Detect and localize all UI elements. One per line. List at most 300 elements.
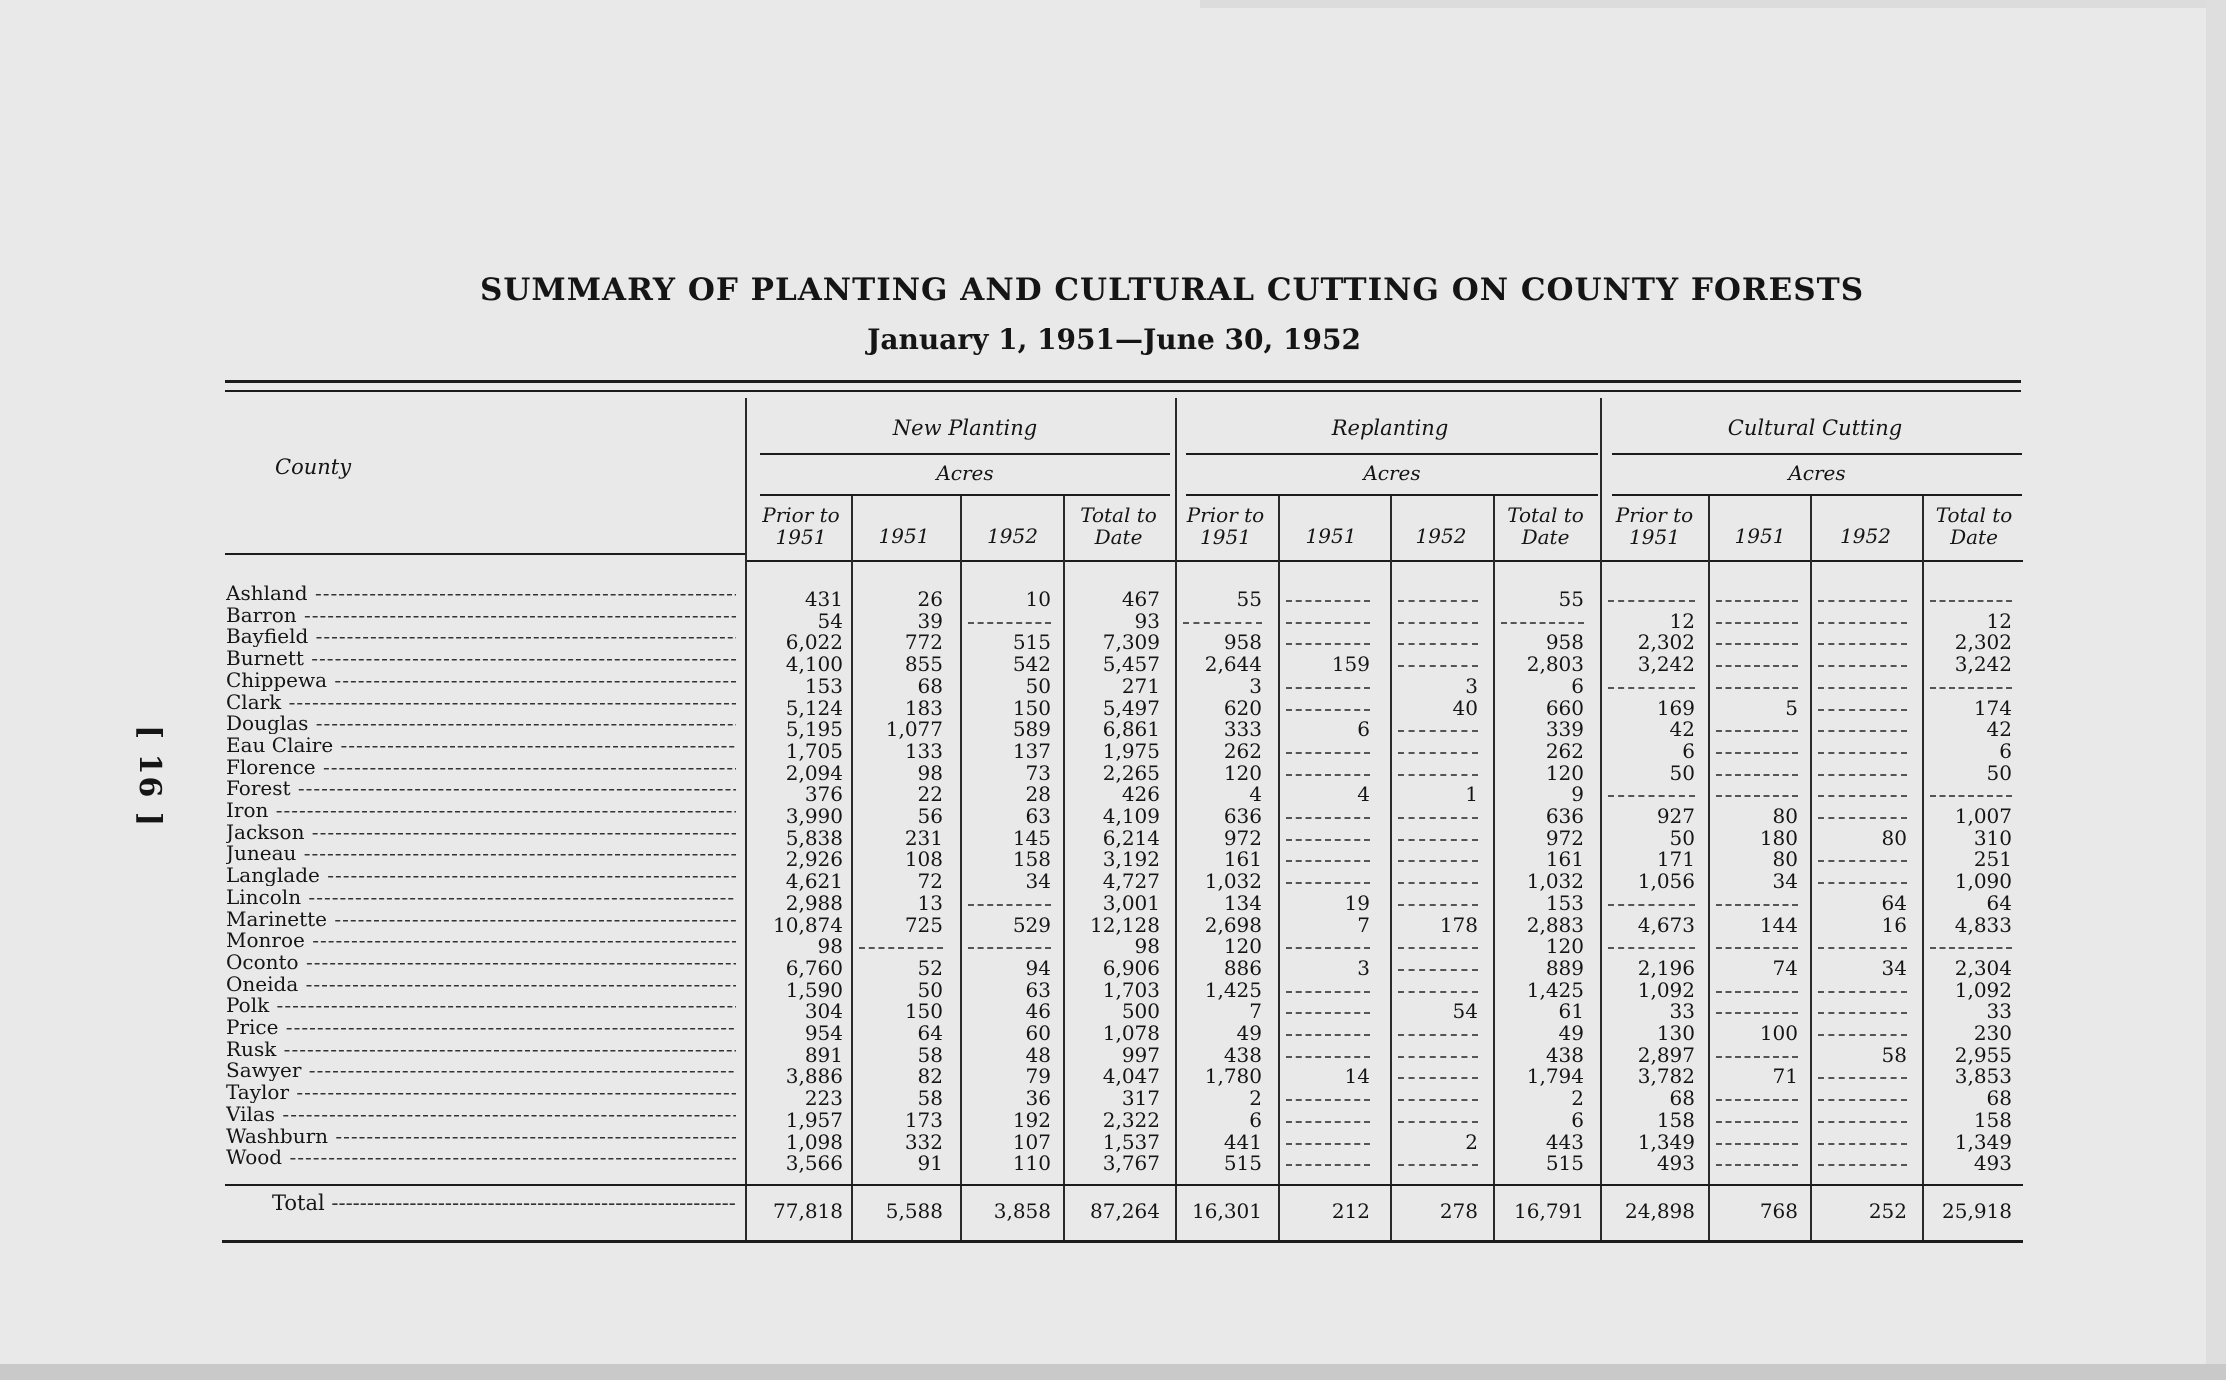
cell-cc-prior: 2,302 <box>1637 630 1695 655</box>
blank-cell-cc-1951 <box>1716 740 1798 754</box>
total-cc-prior: 24,898 <box>1625 1199 1695 1223</box>
cell-rp-1951: 19 <box>1344 890 1370 915</box>
cell-cc-total: 3,853 <box>1954 1064 2012 1089</box>
cell-np-prior: 4,100 <box>785 652 843 677</box>
cell-np-prior: 1,098 <box>785 1129 843 1154</box>
blank-cell-rp-1952 <box>1398 740 1478 754</box>
cell-np-1951: 91 <box>917 1151 943 1176</box>
cell-np-1951: 50 <box>917 977 943 1002</box>
cell-np-1951: 133 <box>904 738 943 763</box>
blank-cell-cc-prior <box>1608 783 1695 797</box>
cell-np-total: 7,309 <box>1102 630 1160 655</box>
cell-rp-1952: 178 <box>1439 912 1478 937</box>
cell-np-1952: 28 <box>1025 782 1051 807</box>
document-subtitle: January 1, 1951—June 30, 1952 <box>867 323 1361 356</box>
cell-rp-prior: 120 <box>1223 760 1262 785</box>
cell-cc-total: 1,007 <box>1954 804 2012 828</box>
cell-np-1952: 48 <box>1025 1042 1051 1067</box>
county-name: Oneida ----- <box>226 973 736 995</box>
blank-cell-cc-1952 <box>1818 675 1907 689</box>
table-top-rule-2 <box>225 390 2021 392</box>
blank-cell-cc-1951 <box>1716 588 1798 602</box>
blank-cell-cc-total <box>1930 675 2012 689</box>
unit-label-replanting: Acres <box>1363 461 1421 485</box>
cell-cc-1951: 74 <box>1772 955 1798 980</box>
divider-cc-total <box>1922 496 1924 1240</box>
cell-np-1951: 58 <box>917 1042 943 1067</box>
cell-rp-1951: 4 <box>1357 782 1370 807</box>
table-top-rule <box>225 380 2021 383</box>
cell-np-total: 2,265 <box>1102 760 1160 785</box>
cell-np-1952: 34 <box>1025 869 1051 894</box>
county-name: Washburn ----- <box>226 1125 736 1147</box>
cell-rp-prior: 3 <box>1249 673 1262 698</box>
total-label: Total ----- <box>272 1192 736 1214</box>
cell-cc-total: 2,955 <box>1954 1042 2012 1067</box>
divider-np-1952 <box>960 496 962 1240</box>
cell-cc-1951: 100 <box>1759 1021 1798 1045</box>
cell-cc-prior: 130 <box>1656 1021 1695 1045</box>
cell-np-total: 426 <box>1121 782 1160 807</box>
cell-np-prior: 6,760 <box>785 955 843 980</box>
blank-cell-rp-1952 <box>1398 848 1478 862</box>
county-name: Jackson ----- <box>226 821 736 843</box>
cell-rp-1951: 14 <box>1344 1064 1370 1089</box>
divider-replanting <box>1175 398 1177 1240</box>
cell-cc-1951: 80 <box>1772 804 1798 828</box>
cell-cc-prior: 169 <box>1656 695 1695 720</box>
cell-rp-prior: 972 <box>1223 825 1262 850</box>
county-name: Burnett ----- <box>226 647 736 669</box>
blank-cell-rp-1952 <box>1398 588 1478 602</box>
cell-cc-prior: 493 <box>1656 1151 1695 1176</box>
blank-cell-rp-1952 <box>1398 979 1478 993</box>
cell-rp-total: 889 <box>1545 955 1584 980</box>
cell-rp-total: 339 <box>1545 717 1584 742</box>
blank-cell-cc-prior <box>1608 892 1695 906</box>
group-rule-2 <box>1186 453 1598 455</box>
cell-np-total: 1,537 <box>1102 1129 1160 1154</box>
cell-np-1952: 589 <box>1012 717 1051 742</box>
cell-rp-prior: 1,425 <box>1204 977 1262 1002</box>
cell-cc-total: 251 <box>1973 847 2012 872</box>
cell-rp-1952: 3 <box>1465 673 1478 698</box>
cell-cc-prior: 3,242 <box>1637 652 1695 677</box>
cell-np-prior: 223 <box>804 1086 843 1111</box>
blank-cell-rp-1951 <box>1286 1022 1370 1036</box>
col-header-cc-1952: 1952 <box>1840 524 1891 548</box>
cell-rp-total: 660 <box>1545 695 1584 720</box>
cell-rp-prior: 1,032 <box>1204 869 1262 894</box>
group-header-cultural-cutting: Cultural Cutting <box>1727 416 1903 440</box>
cell-np-total: 6,906 <box>1102 955 1160 980</box>
blank-cell-rp-1952 <box>1398 957 1478 971</box>
cell-np-total: 4,727 <box>1102 869 1160 894</box>
county-name: Iron ----- <box>226 799 736 821</box>
cell-rp-total: 161 <box>1545 847 1584 872</box>
cell-rp-prior: 7 <box>1249 999 1262 1024</box>
blank-cell-cc-1952 <box>1818 935 1907 949</box>
cell-np-1951: 58 <box>917 1086 943 1111</box>
cell-cc-prior: 50 <box>1669 760 1695 785</box>
cell-np-1951: 56 <box>917 804 943 828</box>
cell-np-prior: 1,590 <box>785 977 843 1002</box>
cell-np-1952: 107 <box>1012 1129 1051 1154</box>
blank-cell-np-1952 <box>968 935 1051 949</box>
cell-cc-total: 68 <box>1986 1086 2012 1111</box>
cell-np-1952: 542 <box>1012 652 1051 677</box>
blank-cell-rp-total <box>1501 610 1584 624</box>
subheader-bottom-rule <box>745 560 2023 562</box>
cell-np-1951: 855 <box>904 652 943 677</box>
cell-np-1952: 158 <box>1012 847 1051 872</box>
cell-rp-1951: 159 <box>1331 652 1370 677</box>
county-name: Lincoln ----- <box>226 886 736 908</box>
cell-rp-1952: 40 <box>1452 695 1478 720</box>
blank-cell-cc-1951 <box>1716 610 1798 624</box>
cell-rp-total: 262 <box>1545 738 1584 763</box>
cell-rp-prior: 515 <box>1223 1151 1262 1176</box>
page-number: [ 16 ] <box>132 725 167 829</box>
county-name: Taylor ----- <box>226 1081 736 1103</box>
cell-cc-total: 174 <box>1973 695 2012 720</box>
blank-cell-rp-1951 <box>1286 762 1370 776</box>
cell-rp-prior: 161 <box>1223 847 1262 872</box>
cell-rp-prior: 2 <box>1249 1086 1262 1111</box>
cell-cc-total: 6 <box>1999 738 2012 763</box>
cell-cc-1952: 58 <box>1881 1042 1907 1067</box>
cell-cc-total: 310 <box>1973 825 2012 850</box>
table-bottom-rule <box>222 1240 2023 1243</box>
cell-np-1951: 52 <box>917 955 943 980</box>
col-header-rp-1951: 1951 <box>1305 524 1357 548</box>
cell-np-total: 1,703 <box>1102 977 1160 1002</box>
cell-np-prior: 3,566 <box>785 1151 843 1176</box>
document-title: SUMMARY OF PLANTING AND CULTURAL CUTTING ON COUNTY FORESTS <box>480 272 1865 308</box>
cell-rp-1951: 3 <box>1357 955 1370 980</box>
blank-cell-rp-1951 <box>1286 979 1370 993</box>
blank-cell-rp-1952 <box>1398 653 1478 667</box>
cell-rp-prior: 2,698 <box>1204 912 1262 937</box>
blank-cell-cc-1952 <box>1818 1131 1907 1145</box>
col-header-np-1952: 1952 <box>987 524 1038 548</box>
cell-np-1952: 145 <box>1012 825 1051 850</box>
cell-cc-total: 158 <box>1973 1107 2012 1132</box>
cell-rp-prior: 620 <box>1223 695 1262 720</box>
cell-cc-1952: 16 <box>1881 912 1907 937</box>
county-name: Monroe ----- <box>226 929 736 951</box>
blank-cell-cc-1952 <box>1818 631 1907 645</box>
unit-rule-1 <box>760 494 1170 496</box>
cell-cc-total: 1,349 <box>1954 1129 2012 1154</box>
cell-np-prior: 6,022 <box>785 630 843 655</box>
col-header-cc-total: Total to Date <box>1935 503 2013 549</box>
cell-cc-total: 230 <box>1973 1021 2012 1045</box>
blank-cell-rp-1951 <box>1286 1131 1370 1145</box>
blank-cell-cc-1952 <box>1818 805 1907 819</box>
divider-rp-1952 <box>1390 496 1392 1240</box>
county-header-rule <box>225 553 745 555</box>
blank-cell-rp-1951 <box>1286 870 1370 884</box>
blank-cell-cc-1952 <box>1818 740 1907 754</box>
cell-rp-prior: 636 <box>1223 804 1262 828</box>
blank-cell-cc-1952 <box>1818 848 1907 862</box>
blank-cell-cc-1951 <box>1716 631 1798 645</box>
col-header-cc-1951: 1951 <box>1734 524 1786 548</box>
blank-cell-rp-1951 <box>1286 588 1370 602</box>
cell-np-1951: 22 <box>917 782 943 807</box>
cell-np-total: 500 <box>1121 999 1160 1024</box>
cell-np-1951: 183 <box>904 695 943 720</box>
blank-cell-cc-1951 <box>1716 1152 1798 1166</box>
cell-np-prior: 153 <box>804 673 843 698</box>
cell-np-prior: 954 <box>804 1021 843 1045</box>
col-header-rp-prior: Prior to 1951 <box>1186 503 1265 549</box>
total-rp-1951: 212 <box>1331 1199 1370 1223</box>
cell-np-1951: 108 <box>904 847 943 872</box>
county-name: Oconto ----- <box>226 951 736 973</box>
cell-cc-prior: 2,196 <box>1637 955 1695 980</box>
blank-cell-cc-1952 <box>1818 979 1907 993</box>
col-header-np-1951: 1951 <box>878 524 930 548</box>
cell-np-prior: 304 <box>804 999 843 1024</box>
county-name: Douglas ----- <box>226 712 736 734</box>
cell-rp-total: 2 <box>1571 1086 1584 1111</box>
blank-cell-rp-1951 <box>1286 1000 1370 1014</box>
cell-cc-1951: 144 <box>1759 912 1798 937</box>
cell-rp-prior: 4 <box>1249 782 1262 807</box>
blank-cell-rp-1951 <box>1286 935 1370 949</box>
blank-cell-rp-1952 <box>1398 762 1478 776</box>
cell-rp-total: 9 <box>1571 782 1584 807</box>
blank-cell-rp-1951 <box>1286 1087 1370 1101</box>
group-rule-3 <box>1612 453 2022 455</box>
blank-cell-cc-1952 <box>1818 1109 1907 1123</box>
col-header-rp-total: Total to Date <box>1507 503 1584 549</box>
blank-cell-rp-1952 <box>1398 1022 1478 1036</box>
cell-cc-1952: 64 <box>1881 890 1907 915</box>
total-np-prior: 77,818 <box>773 1199 843 1223</box>
cell-cc-prior: 6 <box>1682 738 1695 763</box>
unit-rule-2 <box>1186 494 1598 496</box>
cell-np-prior: 2,094 <box>785 760 843 785</box>
county-name: Barron ----- <box>226 604 736 626</box>
blank-cell-cc-1951 <box>1716 762 1798 776</box>
cell-cc-1951: 34 <box>1772 869 1798 894</box>
blank-cell-rp-1951 <box>1286 827 1370 841</box>
cell-np-1952: 79 <box>1025 1064 1051 1089</box>
col-header-cc-prior: Prior to 1951 <box>1615 503 1694 549</box>
blank-cell-rp-1952 <box>1398 718 1478 732</box>
cell-rp-1952: 2 <box>1465 1129 1478 1154</box>
blank-cell-cc-1951 <box>1716 892 1798 906</box>
county-name: Wood ----- <box>226 1146 736 1168</box>
cell-cc-total: 2,302 <box>1954 630 2012 655</box>
blank-cell-np-1951 <box>859 935 943 949</box>
cell-np-prior: 376 <box>804 782 843 807</box>
blank-cell-rp-1952 <box>1398 892 1478 906</box>
blank-cell-cc-1952 <box>1818 1065 1907 1079</box>
blank-cell-cc-1951 <box>1716 783 1798 797</box>
cell-rp-1951: 6 <box>1357 717 1370 742</box>
blank-cell-cc-1951 <box>1716 653 1798 667</box>
divider-county <box>745 398 747 1240</box>
total-np-1952: 3,858 <box>993 1199 1051 1223</box>
blank-cell-rp-1951 <box>1286 675 1370 689</box>
cell-np-1952: 63 <box>1025 977 1051 1002</box>
cell-np-1951: 26 <box>917 587 943 611</box>
cell-np-1952: 36 <box>1025 1086 1051 1111</box>
blank-cell-cc-1952 <box>1818 762 1907 776</box>
cell-cc-total: 3,242 <box>1954 652 2012 677</box>
blank-cell-rp-1951 <box>1286 740 1370 754</box>
blank-cell-cc-total <box>1930 783 2012 797</box>
cell-rp-total: 1,032 <box>1526 869 1584 894</box>
total-cc-total: 25,918 <box>1942 1199 2012 1223</box>
cell-np-1951: 98 <box>917 760 943 785</box>
cell-cc-prior: 68 <box>1669 1086 1695 1111</box>
blank-cell-rp-1952 <box>1398 827 1478 841</box>
cell-np-1951: 39 <box>917 608 943 633</box>
cell-np-1951: 725 <box>904 912 943 937</box>
cell-np-1951: 72 <box>917 869 943 894</box>
cell-cc-total: 12 <box>1986 608 2012 633</box>
divider-cc-1951 <box>1708 496 1710 1240</box>
blank-cell-cc-1951 <box>1716 1044 1798 1058</box>
cell-cc-total: 50 <box>1986 760 2012 785</box>
blank-cell-rp-1951 <box>1286 631 1370 645</box>
cell-rp-total: 120 <box>1545 760 1584 785</box>
blank-cell-np-1952 <box>968 610 1051 624</box>
cell-np-total: 4,109 <box>1102 804 1160 828</box>
cell-np-1952: 192 <box>1012 1107 1051 1132</box>
cell-rp-prior: 333 <box>1223 717 1262 742</box>
cell-np-prior: 98 <box>817 934 843 959</box>
blank-cell-cc-total <box>1930 588 2012 602</box>
divider-rp-total <box>1493 496 1495 1240</box>
cell-rp-total: 972 <box>1545 825 1584 850</box>
cell-rp-prior: 134 <box>1223 890 1262 915</box>
scan-edge-right <box>2206 0 2226 1364</box>
blank-cell-cc-total <box>1930 935 2012 949</box>
county-name: Clark ----- <box>226 691 736 713</box>
cell-rp-total: 438 <box>1545 1042 1584 1067</box>
cell-np-1952: 73 <box>1025 760 1051 785</box>
cell-rp-total: 153 <box>1545 890 1584 915</box>
county-name: Marinette ----- <box>226 908 736 930</box>
cell-cc-prior: 33 <box>1669 999 1695 1024</box>
blank-cell-rp-1952 <box>1398 631 1478 645</box>
cell-np-1951: 68 <box>917 673 943 698</box>
cell-rp-prior: 1,780 <box>1204 1064 1262 1089</box>
cell-np-1951: 82 <box>917 1064 943 1089</box>
cell-np-1952: 137 <box>1012 738 1051 763</box>
cell-np-1951: 173 <box>904 1107 943 1132</box>
cell-rp-total: 49 <box>1558 1021 1584 1045</box>
cell-rp-prior: 262 <box>1223 738 1262 763</box>
cell-np-1952: 63 <box>1025 804 1051 828</box>
scan-edge-bottom <box>0 1364 2226 1380</box>
blank-cell-cc-1952 <box>1818 653 1907 667</box>
total-np-total: 87,264 <box>1090 1199 1160 1223</box>
blank-cell-rp-1952 <box>1398 1065 1478 1079</box>
county-column-header: County <box>275 455 352 479</box>
cell-cc-1952: 34 <box>1881 955 1907 980</box>
cell-np-1951: 13 <box>917 890 943 915</box>
cell-np-total: 1,078 <box>1102 1021 1160 1045</box>
group-header-new-planting: New Planting <box>892 416 1038 440</box>
cell-np-total: 4,047 <box>1102 1064 1160 1089</box>
cell-np-total: 12,128 <box>1090 912 1160 937</box>
cell-np-total: 6,861 <box>1102 717 1160 742</box>
divider-rp-1951 <box>1278 496 1280 1240</box>
cell-cc-total: 33 <box>1986 999 2012 1024</box>
unit-rule-3 <box>1612 494 2022 496</box>
cell-rp-total: 55 <box>1558 587 1584 611</box>
cell-cc-1951: 71 <box>1772 1064 1798 1089</box>
blank-cell-rp-1951 <box>1286 610 1370 624</box>
total-rp-prior: 16,301 <box>1192 1199 1262 1223</box>
cell-rp-prior: 2,644 <box>1204 652 1262 677</box>
cell-np-total: 467 <box>1121 587 1160 611</box>
cell-np-total: 6,214 <box>1102 825 1160 850</box>
cell-np-prior: 5,124 <box>785 695 843 720</box>
cell-rp-prior: 886 <box>1223 955 1262 980</box>
blank-cell-cc-1951 <box>1716 935 1798 949</box>
blank-cell-rp-1952 <box>1398 610 1478 624</box>
cell-np-1951: 1,077 <box>885 717 943 742</box>
cell-np-prior: 3,990 <box>785 804 843 828</box>
cell-np-1951: 332 <box>904 1129 943 1154</box>
county-name: Eau Claire ----- <box>226 734 736 756</box>
cell-cc-total: 1,092 <box>1954 977 2012 1002</box>
divider-cc-1952 <box>1810 496 1812 1240</box>
county-name: Juneau ----- <box>226 842 736 864</box>
cell-np-prior: 1,957 <box>785 1107 843 1132</box>
cell-rp-prior: 958 <box>1223 630 1262 655</box>
cell-rp-total: 6 <box>1571 673 1584 698</box>
cell-rp-total: 958 <box>1545 630 1584 655</box>
cell-np-1952: 94 <box>1025 955 1051 980</box>
scan-edge-top <box>1200 0 2206 8</box>
blank-cell-rp-1951 <box>1286 1152 1370 1166</box>
county-name: Rusk ----- <box>226 1038 736 1060</box>
cell-np-prior: 5,838 <box>785 825 843 850</box>
cell-cc-prior: 3,782 <box>1637 1064 1695 1089</box>
cell-rp-prior: 438 <box>1223 1042 1262 1067</box>
cell-np-prior: 891 <box>804 1042 843 1067</box>
county-name: Bayfield ----- <box>226 625 736 647</box>
cell-np-prior: 3,886 <box>785 1064 843 1089</box>
total-cc-1951: 768 <box>1759 1199 1798 1223</box>
divider-cultural <box>1600 398 1602 1240</box>
blank-cell-cc-1952 <box>1818 870 1907 884</box>
col-header-np-total: Total to Date <box>1080 503 1157 549</box>
cell-np-1952: 50 <box>1025 673 1051 698</box>
cell-rp-prior: 441 <box>1223 1129 1262 1154</box>
cell-np-prior: 1,705 <box>785 738 843 763</box>
cell-rp-total: 6 <box>1571 1107 1584 1132</box>
county-name: Sawyer ----- <box>226 1059 736 1081</box>
cell-cc-prior: 171 <box>1656 847 1695 872</box>
cell-rp-prior: 6 <box>1249 1107 1262 1132</box>
total-top-rule <box>225 1184 2023 1186</box>
cell-np-prior: 2,988 <box>785 890 843 915</box>
cell-np-1951: 231 <box>904 825 943 850</box>
blank-cell-cc-1952 <box>1818 783 1907 797</box>
cell-cc-total: 42 <box>1986 717 2012 742</box>
blank-cell-cc-1952 <box>1818 1000 1907 1014</box>
